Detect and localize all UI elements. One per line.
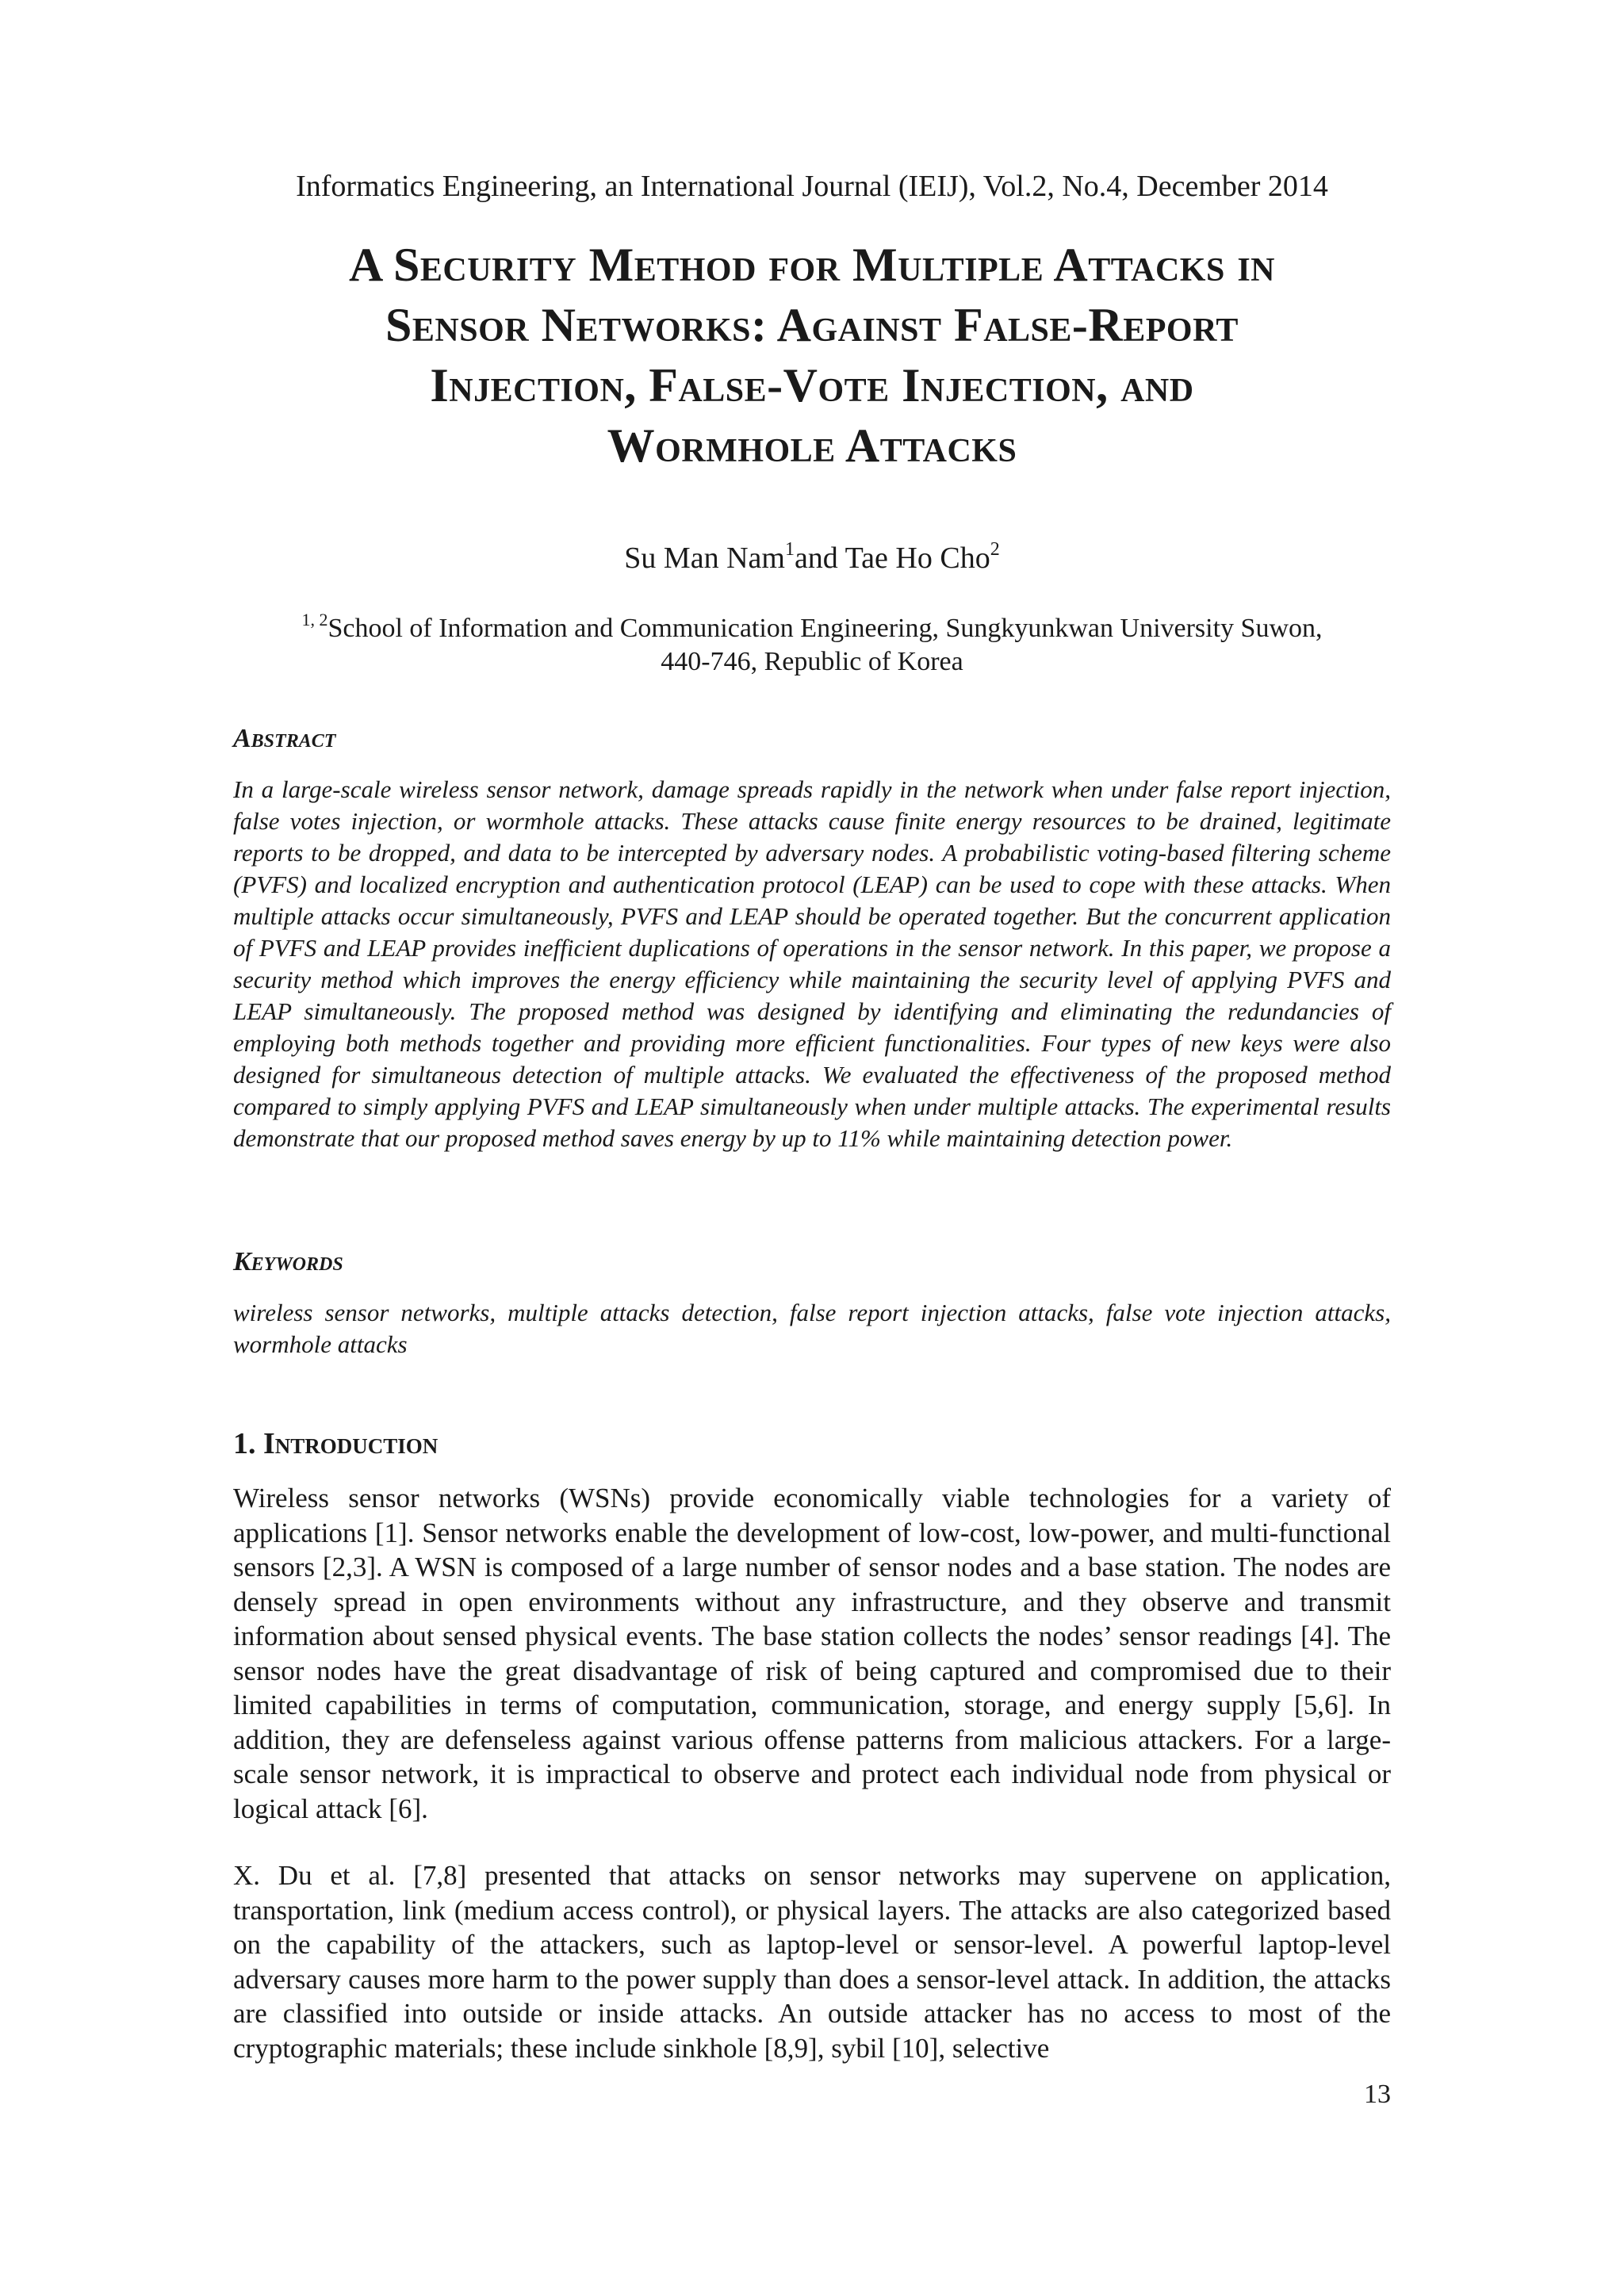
running-header: Informatics Engineering, an International Journal (IEIJ), Vol.2, No.4, December 2014	[296, 170, 1328, 203]
title-line: Wormhole Attacks	[607, 419, 1017, 472]
author-name: and Tae Ho Cho	[794, 541, 990, 575]
affiliation-line	[159, 612, 1465, 645]
author-name: Su Man Nam	[624, 541, 785, 575]
author-affiliation-mark: 2	[990, 539, 1000, 560]
body-paragraph: X. Du et al. [7,8] presented that attacks on sensor networks may supervene on application, transportation, link (medium access control), or physical layers. The attacks are also categorized based on the capability of the attackers, such as laptop-level or sensor-level. A powerful laptop-level adversary causes more harm to the power supply than does a sensor-level attack. In addition, the attacks are classified into outside or inside attacks. An outside attacker has no access to most of the cryptographic materials; these include sinkhole [8,9], sybil [10], selective	[233, 1860, 1391, 2064]
affiliation-line: 440-746, Republic of Korea	[661, 647, 963, 676]
affiliation-mark: 1, 2	[301, 610, 328, 629]
abstract-text: In a large-scale wireless sensor network, damage spreads rapidly in the network when under false report injection, false votes injection, or wormhole attacks. These attacks cause finite energy resources to be drained, legitimate reports to be dropped, and data to be intercepted by adversary nodes. A probabilistic voting-based filtering scheme (PVFS) and localized encryption and authentication protocol (LEAP) can be used to cope with these attacks. When multiple attacks occur simultaneously, PVFS and LEAP should be operated together. But the concurrent application of PVFS and LEAP provides inefficient duplications of operations in the sensor network. In this paper, we propose a security method which improves the energy efficiency while maintaining the security level of applying PVFS and LEAP simultaneously. The proposed method was designed by identifying and eliminating the redundancies of employing both methods together and providing more efficient functionalities. Four types of new keys were also designed for simultaneous detection of multiple attacks. We evaluated the effectiveness of the proposed method compared to simply applying PVFS and LEAP simultaneously when under multiple attacks. The experimental results demonstrate that our proposed method saves energy by up to 11% while maintaining detection power.	[233, 775, 1391, 1152]
keywords-heading: Keywords	[233, 1247, 343, 1276]
author-affiliation-mark: 1	[784, 539, 795, 560]
page-number: 13	[1364, 2080, 1391, 2109]
title-line: Sensor Networks: Against False-Report	[385, 299, 1239, 351]
title-line: A Security Method for Multiple Attacks in	[348, 239, 1276, 291]
introduction-heading: 1. Introduction	[233, 1427, 439, 1460]
body-paragraph: Wireless sensor networks (WSNs) provide economically viable technologies for a variety of applications [1]. Sensor networks enable the development of low-cost, low-power, and multi-functional sensors [2,3]. A WSN is composed of a large number of sensor nodes and a base station. The nodes are densely spread in open environments without any infrastructure, and they observe and transmit information about sensed physical events. The base station collects the nodes’ sensor readings [4]. The sensor nodes have the great disadvantage of risk of being captured and compromised due to their limited capabilities in terms of computation, communication, storage, and energy supply [5,6]. In addition, they are defenseless against various offense patterns from malicious attackers. For a large-scale sensor network, it is impractical to observe and protect each individual node from physical or logical attack [6].	[233, 1483, 1391, 1824]
affiliation	[159, 612, 1465, 679]
author-list	[0, 539, 1624, 577]
paper-title	[159, 235, 1465, 476]
keywords-text: wireless sensor networks, multiple attacks detection, false report injection attacks, false vote injection attacks, wormhole attacks	[233, 1299, 1391, 1358]
affiliation-text: School of Information and Communication Engineering, Sungkyunkwan University Suwon,	[327, 614, 1323, 643]
abstract-heading: Abstract	[233, 724, 336, 753]
title-line: Injection, False-Vote Injection, and	[430, 359, 1194, 411]
